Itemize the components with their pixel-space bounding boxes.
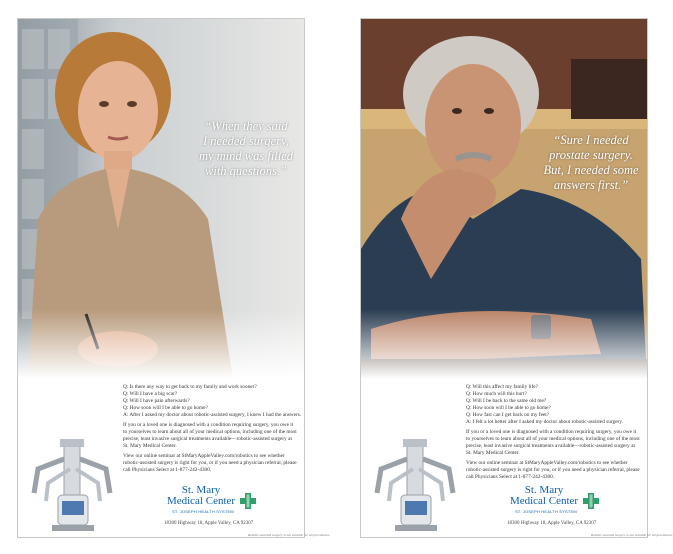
fine-print: Robotic-assisted surgery is not suitable for all procedures.: [248, 533, 330, 537]
question-line: Q: Will I have pain afterwards?: [123, 398, 190, 404]
body-paragraph: If you or a loved one is diagnosed with a condition requiring surgery, you owe it to yourselves to learn about all of your medical options, including one of the most precise, least invasive surgical treatments available—robotic-assisted surgery at St. Mary Medical Center.: [123, 422, 297, 449]
ad-body-copy: [123, 384, 302, 474]
logo-line1: St. Mary: [181, 484, 221, 496]
logo-name: [507, 485, 581, 507]
hospital-logo: [507, 485, 627, 515]
quote-line: “Sure I needed: [553, 133, 629, 147]
body-paragraph: If you or a loved one is diagnosed with a condition requiring surgery, you owe it to yourselves to learn about all of your medical options, including one of the most precise, least invasive surgical treatments available—robotic-assisted surgery at St. Mary Medical Center.: [466, 429, 640, 456]
ad-body-copy: [466, 384, 641, 481]
quote-line: I needed surgery,: [203, 134, 289, 148]
question-line: Q: Will I have a big scar?: [123, 391, 178, 397]
ad-panel-left: [17, 18, 330, 538]
quote-line: prostate surgery.: [549, 148, 633, 162]
pull-quote: [541, 133, 641, 193]
surgical-robot-illustration: [30, 439, 116, 535]
medical-cross-logo-icon: [583, 493, 599, 509]
quote-line: answers first.”: [553, 178, 629, 192]
logo-subtitle: ST. JOSEPH HEALTH SYSTEM: [172, 509, 234, 514]
question-line: Q: How fast can I get back on my feet?: [466, 412, 550, 418]
question-line: Q: Will this affect my family life?: [466, 384, 538, 390]
quote-line: But, I needed some: [543, 163, 639, 177]
cta-paragraph: View our online seminar at StMaryAppleValley.com/robotics to see whether robotic-assisted surgery is right for you, or if you need a physician referral, please call Physicians Select at 1-877-242-4300.: [466, 460, 640, 480]
logo-line2: Medical Center: [166, 495, 236, 507]
quote-line: with questions.”: [205, 164, 287, 178]
medical-cross-logo-icon: [240, 493, 256, 509]
pull-quote: [186, 119, 306, 179]
question-line: Q: How soon will I be able to go home?: [466, 405, 551, 411]
question-line: Q: How much will this hurt?: [466, 391, 527, 397]
logo-line1: St. Mary: [524, 484, 564, 496]
ad-panel-right: [360, 18, 673, 538]
answer-line: A: I felt a lot better after I asked my doctor about robotic-assisted surgery.: [466, 419, 623, 425]
logo-line2: Medical Center: [509, 495, 579, 507]
quote-line: “When they said: [204, 119, 288, 133]
hospital-logo: [164, 485, 284, 515]
question-line: Q: How soon will I be able to go home?: [123, 405, 208, 411]
logo-subtitle: ST. JOSEPH HEALTH SYSTEM: [515, 509, 577, 514]
surgical-robot-illustration: [373, 439, 459, 535]
woman-portrait-photo: [18, 19, 304, 379]
quote-line: my mind was filled: [198, 149, 294, 163]
logo-name: [164, 485, 238, 507]
answer-line: A: After I asked my doctor about robotic-assisted surgery, I knew I had the answers.: [123, 412, 302, 418]
cta-paragraph: View our online seminar at StMaryAppleValley.com/robotics to see whether robotic-assisted surgery is right for you, or if you need a physician referral, please call Physicians Select at 1-877-242-4300.: [123, 453, 297, 473]
question-line: Q: Is there any way to get back to my family and work sooner?: [123, 384, 257, 390]
fine-print: Robotic-assisted surgery is not suitable for all procedures.: [591, 533, 673, 537]
address-line: 18300 Highway 18, Apple Valley, CA 92307: [507, 521, 597, 526]
man-portrait-photo: [361, 19, 647, 379]
question-line: Q: Will I be back to the same old me?: [466, 398, 547, 404]
address-line: 18300 Highway 18, Apple Valley, CA 92307: [164, 521, 254, 526]
